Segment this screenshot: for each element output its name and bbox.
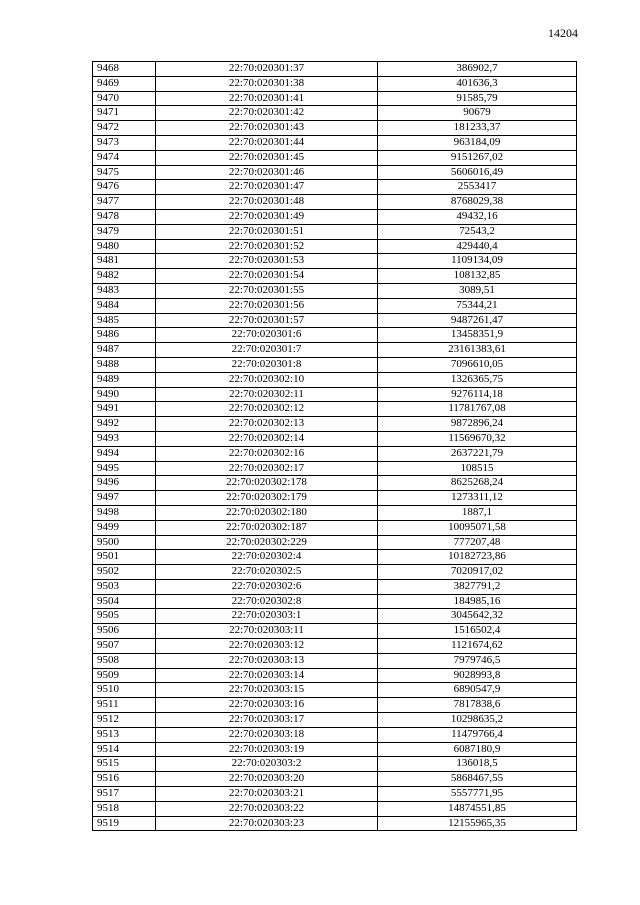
row-number-cell: 9498 xyxy=(93,505,156,520)
table-row xyxy=(93,772,577,787)
row-number-cell: 9481 xyxy=(93,254,156,269)
value-cell: 23161383,61 xyxy=(378,343,577,358)
cadastral-number-cell: 22:70:020302:11 xyxy=(156,387,378,402)
value-cell: 777207,48 xyxy=(378,535,577,550)
value-cell: 11479766,4 xyxy=(378,727,577,742)
cadastral-number-cell: 22:70:020301:51 xyxy=(156,224,378,239)
row-number-cell: 9518 xyxy=(93,801,156,816)
row-number-cell: 9468 xyxy=(93,62,156,77)
cadastral-number-cell: 22:70:020302:8 xyxy=(156,594,378,609)
value-cell: 3089,51 xyxy=(378,283,577,298)
table-row xyxy=(93,668,577,683)
cadastral-number-cell: 22:70:020301:42 xyxy=(156,106,378,121)
row-number-cell: 9469 xyxy=(93,76,156,91)
value-cell: 2553417 xyxy=(378,180,577,195)
value-cell: 13458351,9 xyxy=(378,328,577,343)
row-number-cell: 9482 xyxy=(93,269,156,284)
cadastral-number-cell: 22:70:020301:54 xyxy=(156,269,378,284)
cadastral-number-cell: 22:70:020303:2 xyxy=(156,757,378,772)
value-cell: 10182723,86 xyxy=(378,550,577,565)
value-cell: 90679 xyxy=(378,106,577,121)
row-number-cell: 9503 xyxy=(93,579,156,594)
value-cell: 9028993,8 xyxy=(378,668,577,683)
row-number-cell: 9488 xyxy=(93,357,156,372)
cadastral-number-cell: 22:70:020301:8 xyxy=(156,357,378,372)
table-row xyxy=(93,121,577,136)
row-number-cell: 9496 xyxy=(93,476,156,491)
table-row xyxy=(93,653,577,668)
table-row xyxy=(93,505,577,520)
value-cell: 8768029,38 xyxy=(378,195,577,210)
table-row xyxy=(93,491,577,506)
table-row xyxy=(93,520,577,535)
row-number-cell: 9497 xyxy=(93,491,156,506)
cadastral-number-cell: 22:70:020302:4 xyxy=(156,550,378,565)
table-row xyxy=(93,106,577,121)
cadastral-number-cell: 22:70:020301:57 xyxy=(156,313,378,328)
row-number-cell: 9480 xyxy=(93,239,156,254)
value-cell: 7979746,5 xyxy=(378,653,577,668)
row-number-cell: 9470 xyxy=(93,91,156,106)
cadastral-number-cell: 22:70:020303:23 xyxy=(156,816,378,831)
table-row xyxy=(93,787,577,802)
table-row xyxy=(93,801,577,816)
table-row xyxy=(93,135,577,150)
row-number-cell: 9516 xyxy=(93,772,156,787)
value-cell: 9151267,02 xyxy=(378,150,577,165)
cadastral-number-cell: 22:70:020301:45 xyxy=(156,150,378,165)
row-number-cell: 9473 xyxy=(93,135,156,150)
cadastral-number-cell: 22:70:020302:178 xyxy=(156,476,378,491)
table-row xyxy=(93,372,577,387)
value-cell: 75344,21 xyxy=(378,298,577,313)
value-cell: 401636,3 xyxy=(378,76,577,91)
table-row xyxy=(93,239,577,254)
value-cell: 72543,2 xyxy=(378,224,577,239)
cadastral-number-cell: 22:70:020301:6 xyxy=(156,328,378,343)
row-number-cell: 9493 xyxy=(93,431,156,446)
table-row xyxy=(93,180,577,195)
cadastral-number-cell: 22:70:020303:1 xyxy=(156,609,378,624)
cadastral-number-cell: 22:70:020303:11 xyxy=(156,624,378,639)
row-number-cell: 9519 xyxy=(93,816,156,831)
cadastral-number-cell: 22:70:020302:187 xyxy=(156,520,378,535)
cadastral-value-table xyxy=(92,61,577,831)
value-cell: 1516502,4 xyxy=(378,624,577,639)
value-cell: 3045642,32 xyxy=(378,609,577,624)
table-row xyxy=(93,446,577,461)
row-number-cell: 9507 xyxy=(93,639,156,654)
value-cell: 11569670,32 xyxy=(378,431,577,446)
value-cell: 8625268,24 xyxy=(378,476,577,491)
cadastral-number-cell: 22:70:020303:15 xyxy=(156,683,378,698)
value-cell: 1887,1 xyxy=(378,505,577,520)
value-cell: 10095071,58 xyxy=(378,520,577,535)
value-cell: 7096610,05 xyxy=(378,357,577,372)
row-number-cell: 9506 xyxy=(93,624,156,639)
row-number-cell: 9504 xyxy=(93,594,156,609)
cadastral-number-cell: 22:70:020301:46 xyxy=(156,165,378,180)
table-row xyxy=(93,269,577,284)
row-number-cell: 9517 xyxy=(93,787,156,802)
table-row xyxy=(93,742,577,757)
row-number-cell: 9515 xyxy=(93,757,156,772)
cadastral-number-cell: 22:70:020303:16 xyxy=(156,698,378,713)
table-row xyxy=(93,402,577,417)
cadastral-number-cell: 22:70:020301:43 xyxy=(156,121,378,136)
cadastral-number-cell: 22:70:020301:7 xyxy=(156,343,378,358)
value-cell: 12155965,35 xyxy=(378,816,577,831)
value-cell: 5868467,55 xyxy=(378,772,577,787)
row-number-cell: 9512 xyxy=(93,713,156,728)
table-row xyxy=(93,816,577,831)
value-cell: 184985,16 xyxy=(378,594,577,609)
value-cell: 6087180,9 xyxy=(378,742,577,757)
row-number-cell: 9495 xyxy=(93,461,156,476)
cadastral-number-cell: 22:70:020302:180 xyxy=(156,505,378,520)
value-cell: 91585,79 xyxy=(378,91,577,106)
cadastral-number-cell: 22:70:020301:37 xyxy=(156,62,378,77)
value-cell: 49432,16 xyxy=(378,209,577,224)
cadastral-number-cell: 22:70:020302:16 xyxy=(156,446,378,461)
table-row xyxy=(93,431,577,446)
row-number-cell: 9486 xyxy=(93,328,156,343)
value-cell: 7020917,02 xyxy=(378,565,577,580)
cadastral-number-cell: 22:70:020303:17 xyxy=(156,713,378,728)
row-number-cell: 9494 xyxy=(93,446,156,461)
row-number-cell: 9509 xyxy=(93,668,156,683)
cadastral-number-cell: 22:70:020301:44 xyxy=(156,135,378,150)
value-cell: 6890547,9 xyxy=(378,683,577,698)
row-number-cell: 9501 xyxy=(93,550,156,565)
table-row xyxy=(93,683,577,698)
table-row xyxy=(93,76,577,91)
table-row xyxy=(93,639,577,654)
row-number-cell: 9485 xyxy=(93,313,156,328)
cadastral-number-cell: 22:70:020301:56 xyxy=(156,298,378,313)
table-row xyxy=(93,209,577,224)
row-number-cell: 9505 xyxy=(93,609,156,624)
value-cell: 11781767,08 xyxy=(378,402,577,417)
value-cell: 429440,4 xyxy=(378,239,577,254)
cadastral-number-cell: 22:70:020302:13 xyxy=(156,417,378,432)
table-row xyxy=(93,313,577,328)
table-row xyxy=(93,62,577,77)
value-cell: 181233,37 xyxy=(378,121,577,136)
table-row xyxy=(93,609,577,624)
table-body xyxy=(93,62,577,831)
table-row xyxy=(93,535,577,550)
row-number-cell: 9472 xyxy=(93,121,156,136)
table-row xyxy=(93,550,577,565)
row-number-cell: 9489 xyxy=(93,372,156,387)
cadastral-number-cell: 22:70:020303:12 xyxy=(156,639,378,654)
cadastral-number-cell: 22:70:020303:20 xyxy=(156,772,378,787)
row-number-cell: 9491 xyxy=(93,402,156,417)
row-number-cell: 9510 xyxy=(93,683,156,698)
cadastral-number-cell: 22:70:020303:18 xyxy=(156,727,378,742)
table-row xyxy=(93,698,577,713)
cadastral-number-cell: 22:70:020303:19 xyxy=(156,742,378,757)
value-cell: 1273311,12 xyxy=(378,491,577,506)
value-cell: 1326365,75 xyxy=(378,372,577,387)
row-number-cell: 9513 xyxy=(93,727,156,742)
cadastral-number-cell: 22:70:020302:229 xyxy=(156,535,378,550)
cadastral-number-cell: 22:70:020303:22 xyxy=(156,801,378,816)
row-number-cell: 9508 xyxy=(93,653,156,668)
cadastral-number-cell: 22:70:020301:48 xyxy=(156,195,378,210)
row-number-cell: 9490 xyxy=(93,387,156,402)
table-row xyxy=(93,298,577,313)
value-cell: 3827791,2 xyxy=(378,579,577,594)
cadastral-number-cell: 22:70:020302:179 xyxy=(156,491,378,506)
table-row xyxy=(93,757,577,772)
table-row xyxy=(93,343,577,358)
cadastral-number-cell: 22:70:020301:55 xyxy=(156,283,378,298)
table-row xyxy=(93,283,577,298)
row-number-cell: 9502 xyxy=(93,565,156,580)
value-cell: 7817838,6 xyxy=(378,698,577,713)
row-number-cell: 9500 xyxy=(93,535,156,550)
value-cell: 14874551,85 xyxy=(378,801,577,816)
table-row xyxy=(93,565,577,580)
table-row xyxy=(93,387,577,402)
table-row xyxy=(93,165,577,180)
value-cell: 108515 xyxy=(378,461,577,476)
cadastral-number-cell: 22:70:020302:5 xyxy=(156,565,378,580)
value-cell: 9487261,47 xyxy=(378,313,577,328)
cadastral-number-cell: 22:70:020303:14 xyxy=(156,668,378,683)
cadastral-number-cell: 22:70:020302:14 xyxy=(156,431,378,446)
cadastral-number-cell: 22:70:020302:17 xyxy=(156,461,378,476)
value-cell: 9276114,18 xyxy=(378,387,577,402)
table-row xyxy=(93,328,577,343)
table-row xyxy=(93,594,577,609)
value-cell: 1109134,09 xyxy=(378,254,577,269)
value-cell: 136018,5 xyxy=(378,757,577,772)
value-cell: 5557771,95 xyxy=(378,787,577,802)
table-row xyxy=(93,357,577,372)
cadastral-number-cell: 22:70:020302:6 xyxy=(156,579,378,594)
value-cell: 10298635,2 xyxy=(378,713,577,728)
table-row xyxy=(93,224,577,239)
table-row xyxy=(93,727,577,742)
table-row xyxy=(93,461,577,476)
cadastral-number-cell: 22:70:020303:13 xyxy=(156,653,378,668)
value-cell: 2637221,79 xyxy=(378,446,577,461)
row-number-cell: 9487 xyxy=(93,343,156,358)
row-number-cell: 9492 xyxy=(93,417,156,432)
table-row xyxy=(93,579,577,594)
cadastral-number-cell: 22:70:020301:41 xyxy=(156,91,378,106)
row-number-cell: 9511 xyxy=(93,698,156,713)
table-row xyxy=(93,254,577,269)
cadastral-number-cell: 22:70:020302:12 xyxy=(156,402,378,417)
table-row xyxy=(93,417,577,432)
row-number-cell: 9477 xyxy=(93,195,156,210)
row-number-cell: 9475 xyxy=(93,165,156,180)
row-number-cell: 9499 xyxy=(93,520,156,535)
page-number: 14204 xyxy=(548,26,578,40)
value-cell: 1121674,62 xyxy=(378,639,577,654)
table-row xyxy=(93,195,577,210)
row-number-cell: 9476 xyxy=(93,180,156,195)
row-number-cell: 9474 xyxy=(93,150,156,165)
cadastral-number-cell: 22:70:020301:38 xyxy=(156,76,378,91)
cadastral-number-cell: 22:70:020302:10 xyxy=(156,372,378,387)
table-row xyxy=(93,624,577,639)
value-cell: 963184,09 xyxy=(378,135,577,150)
row-number-cell: 9514 xyxy=(93,742,156,757)
row-number-cell: 9479 xyxy=(93,224,156,239)
row-number-cell: 9471 xyxy=(93,106,156,121)
value-cell: 108132,85 xyxy=(378,269,577,284)
cadastral-number-cell: 22:70:020301:47 xyxy=(156,180,378,195)
value-cell: 9872896,24 xyxy=(378,417,577,432)
value-cell: 386902,7 xyxy=(378,62,577,77)
table-row xyxy=(93,150,577,165)
row-number-cell: 9484 xyxy=(93,298,156,313)
cadastral-number-cell: 22:70:020301:53 xyxy=(156,254,378,269)
cadastral-number-cell: 22:70:020301:49 xyxy=(156,209,378,224)
row-number-cell: 9483 xyxy=(93,283,156,298)
table-row xyxy=(93,91,577,106)
cadastral-number-cell: 22:70:020301:52 xyxy=(156,239,378,254)
value-cell: 5606016,49 xyxy=(378,165,577,180)
table-row xyxy=(93,476,577,491)
cadastral-number-cell: 22:70:020303:21 xyxy=(156,787,378,802)
row-number-cell: 9478 xyxy=(93,209,156,224)
table-row xyxy=(93,713,577,728)
